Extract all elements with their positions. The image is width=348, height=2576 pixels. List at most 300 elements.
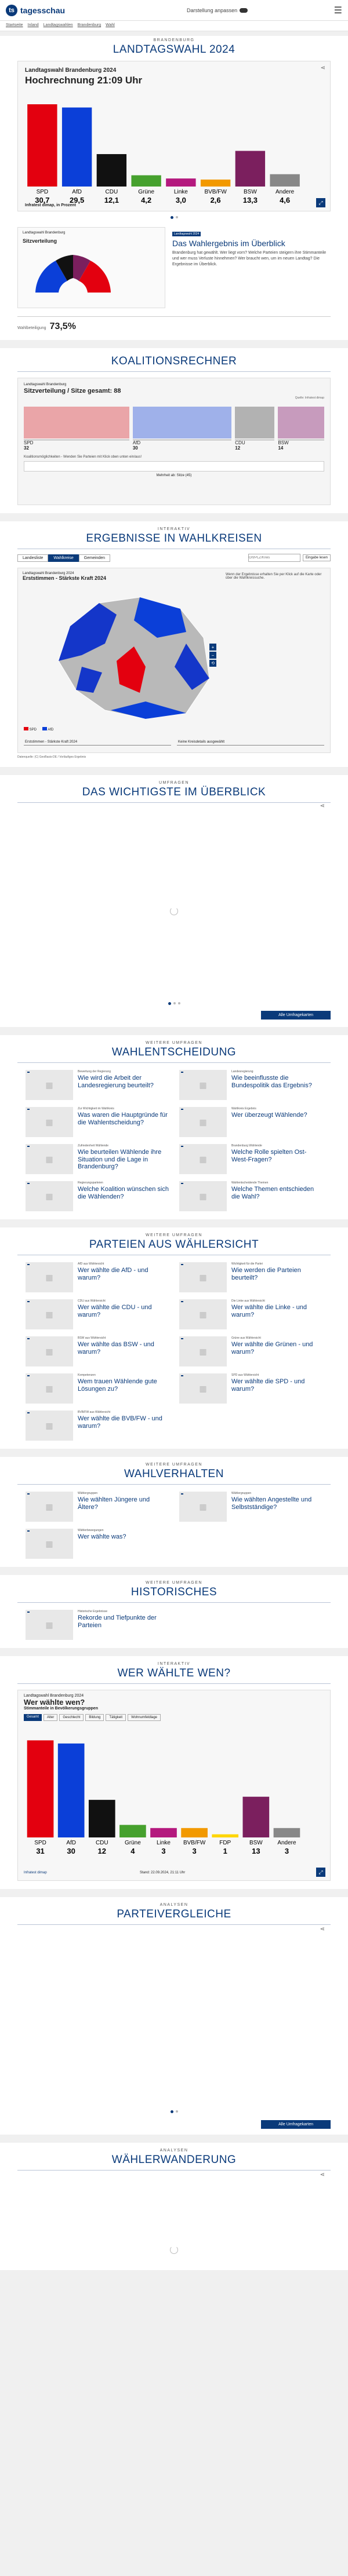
- ww-footnote: Infratest dimap: [24, 1871, 47, 1875]
- tab-wahlkreise[interactable]: Wahlkreise: [48, 554, 78, 562]
- coalition-title: KOALITIONSRECHNER: [111, 355, 237, 367]
- poll-badge: [27, 1264, 30, 1265]
- party-seats: 14: [278, 445, 284, 451]
- turnout-label: Wahlbeteiligung: [17, 326, 46, 330]
- wahlverhalten-section: [0, 1457, 348, 1567]
- teaser-item[interactable]: [179, 1299, 322, 1329]
- teaser-item[interactable]: [26, 1181, 169, 1211]
- value-label: 3: [161, 1847, 166, 1855]
- teaser-item[interactable]: [26, 1373, 169, 1404]
- teaser-grid: [26, 1070, 322, 1211]
- teaser-title[interactable]: Wie beeinflusste die Bundespolitik das Ergebnis?: [231, 1075, 312, 1089]
- bar-fdp[interactable]: [212, 1835, 238, 1837]
- party-name: SPD: [24, 440, 34, 445]
- value-label: 1: [223, 1847, 227, 1855]
- teaser-thumb: [26, 1492, 73, 1522]
- chart-placeholder-icon: ▦: [199, 1080, 207, 1090]
- bar-cdu[interactable]: [97, 154, 126, 187]
- party-seats: 30: [132, 445, 138, 451]
- chart-placeholder-icon: ▦: [199, 1501, 207, 1511]
- chart-placeholder-icon: ▦: [45, 1501, 53, 1511]
- legend-label: AfD: [48, 728, 54, 732]
- title-divider: [17, 371, 331, 372]
- districts-kicker: INTERAKTIV: [157, 527, 191, 531]
- teaser-tag: Landtagswahl 2024: [172, 232, 201, 236]
- teaser-item[interactable]: [179, 1144, 322, 1174]
- bar-linke[interactable]: [166, 178, 195, 187]
- teaser-kicker: Die Linke aus Wählersicht: [231, 1299, 265, 1303]
- chart-placeholder-icon: ▦: [199, 1154, 207, 1164]
- teaser-thumb: [179, 1070, 227, 1100]
- seats-thumb-title: Landtagswahl Brandenburg: [23, 231, 66, 235]
- chart-placeholder-icon: ▦: [199, 1117, 207, 1127]
- expand-icon[interactable]: ⤢: [316, 1868, 325, 1877]
- carousel-dots: [0, 216, 348, 219]
- teaser-thumb: [26, 1144, 73, 1174]
- category-label: CDU: [95, 1840, 108, 1846]
- poll-badge: [27, 1493, 30, 1495]
- coalition-card-title: Landtagswahl Brandenburg: [24, 383, 67, 386]
- ww-bar-chart: [25, 1734, 302, 1858]
- toggle-icon[interactable]: [240, 8, 248, 13]
- teaser-item[interactable]: [26, 1411, 169, 1441]
- tab-geschlecht[interactable]: Geschlecht: [59, 1714, 84, 1721]
- chart-placeholder-icon: ▦: [45, 1383, 53, 1393]
- category-label: Linke: [173, 189, 188, 195]
- chart-placeholder-icon: ▦: [45, 1346, 53, 1356]
- poll-badge: [181, 1146, 183, 1147]
- value-label: 13,3: [242, 196, 258, 204]
- party-seats: 12: [235, 445, 241, 451]
- teaser-kicker: Zur Wichtigkeit im Wahlkreis: [78, 1107, 114, 1110]
- poll-badge: [181, 1493, 183, 1495]
- teaser-thumb: [179, 1107, 227, 1137]
- map-select-left[interactable]: Erststimmen - Stärkste Kraft 2024: [24, 739, 171, 746]
- value-label: 29,5: [69, 196, 85, 204]
- teaser-grid: [26, 1610, 322, 1640]
- brand-logo[interactable]: [6, 5, 65, 16]
- value-label: 31: [36, 1847, 45, 1855]
- bar-afd[interactable]: [62, 108, 92, 187]
- tab-gesamt[interactable]: Gesamt: [24, 1714, 42, 1721]
- teaser-title[interactable]: Wer wählte die Grünen - und warum?: [231, 1341, 313, 1355]
- breadcrumb-item[interactable]: Startseite: [6, 23, 23, 27]
- tab-alter[interactable]: Alter: [44, 1714, 57, 1721]
- district-map-card: [17, 568, 331, 753]
- seats-teaser[interactable]: [17, 227, 331, 308]
- category-label: BVB/FW: [183, 1840, 206, 1846]
- title-divider: [17, 802, 331, 803]
- teaser-kicker: Landesregierung: [231, 1070, 253, 1073]
- hamburger-icon[interactable]: ☰: [334, 5, 342, 16]
- teaser-title[interactable]: Wer wählte die BVB/FW - und warum?: [78, 1415, 162, 1430]
- loading-spinner-icon: [170, 2246, 178, 2254]
- map-card-subtitle: Erststimmen - Stärkste Kraft 2024: [23, 575, 107, 581]
- reset-view-icon[interactable]: ⟲: [209, 660, 216, 667]
- poll-badge: [27, 1530, 30, 1532]
- ww-card-title: Landtagswahl Brandenburg 2024: [24, 1694, 84, 1698]
- teaser-title[interactable]: Welche Rolle spielten Ost-West-Fragen?: [231, 1149, 307, 1163]
- section-title: WAHLENTSCHEIDUNG: [111, 1046, 237, 1058]
- poll-badge: [27, 1612, 30, 1613]
- map-side-text: Wenn der Ergebnisse erhalten Sie per Klick auf die Karte oder über die Wahlkreissuche.: [226, 573, 322, 580]
- map-zoom-controls: [209, 644, 216, 667]
- turnout: [17, 316, 331, 332]
- all-polls-button[interactable]: Alle Umfragekarten: [261, 1011, 331, 1020]
- teaser-title[interactable]: Welche Themen entschieden die Wahl?: [231, 1186, 314, 1200]
- poll-badge: [181, 1109, 183, 1110]
- bar-andere[interactable]: [274, 1828, 300, 1837]
- category-label: Linke: [157, 1840, 171, 1846]
- section-kicker: ANALYSEN: [160, 2149, 188, 2153]
- teaser-headline[interactable]: Das Wahlergebnis im Überblick: [172, 239, 285, 248]
- section-kicker: WEITERE UMFRAGEN: [146, 1581, 202, 1585]
- breadcrumb-item[interactable]: Wahl: [106, 23, 115, 27]
- teaser-item[interactable]: [179, 1336, 322, 1366]
- teaser-item[interactable]: [26, 1299, 169, 1329]
- teaser-thumb: [26, 1411, 73, 1441]
- section-title: HISTORISCHES: [130, 1586, 217, 1598]
- teaser-title[interactable]: Wie beurteilen Wählende ihre Situation und die Lage in Brandenburg?: [78, 1149, 162, 1171]
- overview-kicker: UMFRAGEN: [158, 781, 190, 785]
- coalition-card: [17, 378, 331, 505]
- teaser-thumb: [26, 1373, 73, 1404]
- teaser-kicker: BVB/FW aus Wählersicht: [78, 1411, 111, 1414]
- teaser-kicker: Historische Ergebnisse: [78, 1610, 108, 1613]
- display-toggle[interactable]: [187, 8, 248, 13]
- chart-placeholder-icon: ▦: [45, 1309, 53, 1319]
- seats-thumb-subtitle: Sitzverteilung: [23, 238, 57, 244]
- teaser-thumb: [179, 1262, 227, 1292]
- value-label: 4,6: [280, 196, 291, 204]
- category-label: AfD: [66, 1840, 77, 1846]
- teaser-item[interactable]: [179, 1181, 322, 1211]
- overview-title: DAS WICHTIGSTE IM ÜBERBLICK: [82, 786, 266, 798]
- coalition-bar: [24, 461, 324, 472]
- poll-badge: [27, 1375, 30, 1376]
- teaser-thumb: [26, 1529, 73, 1559]
- teaser-thumb: [179, 1336, 227, 1366]
- bar-andere[interactable]: [270, 174, 299, 187]
- seat-bar-spd[interactable]: [24, 407, 129, 439]
- value-label: 3: [284, 1847, 289, 1855]
- poll-badge: [27, 1109, 30, 1110]
- teaser-title[interactable]: Wer wählte die Linke - und warum?: [231, 1304, 307, 1318]
- poll-badge: [181, 1183, 183, 1184]
- category-label: AfD: [72, 189, 82, 195]
- teaser-title[interactable]: Wem trauen Wählende gute Lösungen zu?: [78, 1378, 157, 1393]
- hero-section: [0, 36, 348, 340]
- teaser-item[interactable]: [26, 1610, 169, 1640]
- seat-bar-cdu[interactable]: [235, 407, 274, 439]
- hero-chart-card: [17, 61, 331, 211]
- category-label: BVB/FW: [204, 189, 227, 195]
- poll-badge: [27, 1412, 30, 1413]
- seat-bar-afd[interactable]: [133, 407, 231, 439]
- bar-cdu[interactable]: [89, 1800, 115, 1837]
- teaser-kicker: Wählergruppen: [231, 1492, 252, 1495]
- teaser-thumb: [26, 1262, 73, 1292]
- poll-badge: [27, 1183, 30, 1184]
- expand-icon[interactable]: ⤢: [316, 198, 325, 207]
- tab-wohnumfeldlage[interactable]: Wohnumfeldlage: [128, 1714, 161, 1721]
- bar-afd[interactable]: [58, 1744, 85, 1837]
- title-divider: [17, 1683, 331, 1684]
- section-title: PARTEIVERGLEICHE: [117, 1908, 231, 1920]
- poll-badge: [27, 1338, 30, 1339]
- brand-name: tagesschau: [20, 5, 66, 15]
- bar-spd[interactable]: [27, 1740, 54, 1837]
- teaser-kicker: Kompetenzen: [78, 1373, 96, 1377]
- title-divider: [17, 1062, 331, 1063]
- section-kicker: WEITERE UMFRAGEN: [146, 1041, 202, 1045]
- teaser-thumb: [26, 1070, 73, 1100]
- teaser-item[interactable]: [179, 1373, 322, 1404]
- coalition-section: [0, 348, 348, 513]
- party-name: CDU: [235, 440, 245, 445]
- teaser-thumb: [26, 1107, 73, 1137]
- breadcrumb-item[interactable]: Brandenburg: [77, 23, 102, 27]
- carousel-dot[interactable]: [168, 1002, 171, 1005]
- wahlentscheidung-section: [0, 1035, 348, 1219]
- teaser-item[interactable]: [179, 1107, 322, 1137]
- title-divider: [17, 1602, 331, 1603]
- districts-section: [0, 521, 348, 767]
- teaser-kicker: Bewertung der Regierung: [78, 1070, 111, 1073]
- teaser-item[interactable]: [26, 1070, 169, 1100]
- teaser-item[interactable]: [26, 1262, 169, 1292]
- tab-bildung[interactable]: Bildung: [85, 1714, 104, 1721]
- carousel-dot[interactable]: [176, 216, 178, 218]
- category-label: SPD: [36, 189, 49, 195]
- chart-placeholder-icon: ▦: [45, 1117, 53, 1127]
- teaser-title[interactable]: Wie wird die Arbeit der Landesregierung beurteilt?: [78, 1075, 154, 1089]
- map-footer: Datenquelle: (C) GeoBasis-DE / Vorläufiges Ergebnis: [17, 755, 86, 759]
- teaser-kicker: Wahlentscheidende Themen: [231, 1181, 269, 1185]
- poll-badge: [27, 1301, 30, 1302]
- teaser-thumb: [26, 1610, 73, 1640]
- ww-card-subtitle: Wer wählte wen?: [24, 1698, 85, 1707]
- tab-gemeinden[interactable]: Gemeinden: [79, 554, 110, 562]
- carousel-dot[interactable]: [171, 2110, 173, 2113]
- party-name: AfD: [132, 440, 141, 445]
- teaser-thumb: [179, 1492, 227, 1522]
- zoom-out-icon[interactable]: −: [209, 652, 216, 659]
- poll-badge: [181, 1375, 183, 1376]
- value-label: 12,1: [104, 196, 119, 204]
- section-kicker: WEITERE UMFRAGEN: [146, 1463, 202, 1467]
- breadcrumb-item[interactable]: Landtagswahlen: [43, 23, 73, 27]
- map-legend: [24, 727, 53, 732]
- search-button[interactable]: Eingabe lesen: [303, 554, 331, 561]
- coalition-source: Quelle: Infratest dimap: [295, 396, 324, 400]
- teaser-item[interactable]: [26, 1107, 169, 1137]
- section-kicker: ANALYSEN: [160, 1903, 188, 1907]
- chart-placeholder-icon: ▦: [199, 1383, 207, 1393]
- teaser-title[interactable]: Wie wählten Angestellte und Selbstständige?: [231, 1496, 312, 1511]
- value-label: 30,7: [35, 196, 50, 204]
- chart-placeholder-icon: ▦: [199, 1346, 207, 1356]
- teaser-kicker: Wählergruppen: [78, 1492, 98, 1495]
- coalition-card-subtitle: Sitzverteilung / Sitze gesamt: 88: [24, 388, 121, 394]
- teaser-item[interactable]: [26, 1529, 169, 1559]
- value-label: 4: [130, 1847, 135, 1855]
- carousel-dot[interactable]: [171, 216, 173, 219]
- teaser-title[interactable]: Wer wählte die CDU - und warum?: [78, 1304, 152, 1318]
- teaser-kicker: Regierungsparteien: [78, 1181, 103, 1185]
- display-toggle-label: Darstellung anpassen: [187, 7, 238, 13]
- carousel-dot[interactable]: [178, 1002, 180, 1004]
- teaser-title[interactable]: Wer wählte was?: [78, 1533, 126, 1540]
- value-label: 13: [252, 1847, 260, 1855]
- bar-bvbfw[interactable]: [181, 1828, 208, 1837]
- bar-grne[interactable]: [131, 176, 161, 187]
- teaser-item[interactable]: [179, 1492, 322, 1522]
- share-icon[interactable]: ⋖: [320, 2172, 325, 2178]
- category-label: Andere: [277, 1840, 296, 1846]
- category-label: CDU: [105, 189, 118, 195]
- breadcrumb: [0, 21, 348, 31]
- value-label: 2,6: [210, 196, 221, 204]
- teaser-item[interactable]: [26, 1492, 169, 1522]
- tagesschau-logo-icon: ts: [6, 5, 17, 16]
- werwaehlte-section: [0, 1656, 348, 1889]
- title-divider: [17, 2170, 331, 2171]
- teaser-thumb: [179, 1181, 227, 1211]
- legend-label: SPD: [29, 728, 37, 732]
- parteivergleiche-section: [0, 1897, 348, 2135]
- chart-placeholder-icon: ▦: [199, 1272, 207, 1282]
- value-label: 12: [97, 1847, 107, 1855]
- hero-kicker: BRANDENBURG: [153, 38, 195, 42]
- teaser-thumb: [179, 1144, 227, 1174]
- party-seats: 32: [24, 445, 29, 451]
- chart-placeholder-icon: ▦: [45, 1191, 53, 1201]
- loading-spinner-icon: [170, 907, 178, 915]
- teaser-grid: [26, 1262, 322, 1441]
- seat-bars: [24, 407, 324, 439]
- share-icon[interactable]: ⋖: [320, 1926, 325, 1932]
- teaser-title[interactable]: Wer wählte die SPD - und warum?: [231, 1378, 305, 1393]
- chart-placeholder-icon: ▦: [45, 1080, 53, 1090]
- chart-placeholder-icon: ▦: [45, 1620, 53, 1629]
- breadcrumb-item[interactable]: Inland: [27, 23, 39, 27]
- poll-badge: [181, 1264, 183, 1265]
- overview-section: [0, 775, 348, 1027]
- district-search-input[interactable]: [248, 554, 300, 562]
- ww-card-subtitle2: Stimmanteile in Bevölkerungsgruppen: [24, 1707, 98, 1711]
- teaser-kicker: CDU aus Wählersicht: [78, 1299, 106, 1303]
- teaser-title[interactable]: Wer überzeugt Wählende?: [231, 1112, 307, 1119]
- district-controls: [17, 554, 331, 562]
- teaser-item[interactable]: [26, 1336, 169, 1366]
- tab-taetigkeit[interactable]: Tätigkeit: [106, 1714, 126, 1721]
- section-title: WAHLVERHALTEN: [124, 1468, 224, 1480]
- teaser-title[interactable]: Wer wählte das BSW - und warum?: [78, 1341, 154, 1355]
- seats-thumb: [17, 227, 165, 308]
- chart-placeholder-icon: ▦: [199, 1309, 207, 1319]
- teaser-thumb: [26, 1181, 73, 1211]
- brandenburg-map[interactable]: [47, 591, 221, 725]
- party-name: BSW: [278, 440, 289, 445]
- bar-linke[interactable]: [150, 1828, 177, 1837]
- chart-placeholder-icon: ▦: [45, 1272, 53, 1282]
- teaser-item[interactable]: [26, 1144, 169, 1174]
- turnout-value: 73,5%: [49, 321, 76, 331]
- poll-badge: [27, 1146, 30, 1147]
- teaser-title[interactable]: Wie wählten Jüngere und Ältere?: [78, 1496, 150, 1511]
- teaser-title[interactable]: Wer wählte die AfD - und warum?: [78, 1267, 148, 1281]
- teaser-title[interactable]: Wie werden die Parteien beurteilt?: [231, 1267, 301, 1281]
- section-title: PARTEIEN AUS WÄHLERSICHT: [89, 1238, 259, 1251]
- teaser-thumb: [26, 1299, 73, 1329]
- map-select-right[interactable]: Keine Kreisdetails ausgewählt: [177, 739, 324, 746]
- share-icon[interactable]: ⋖: [320, 803, 325, 809]
- poll-badge: [181, 1072, 183, 1073]
- carousel-dot[interactable]: [176, 2110, 178, 2113]
- chart-placeholder-icon: ▦: [199, 1191, 207, 1201]
- value-label: 3: [192, 1847, 197, 1855]
- seat-bar-bsw[interactable]: [278, 407, 324, 439]
- teaser-kicker: SPD aus Wählersicht: [231, 1373, 259, 1377]
- zoom-in-icon[interactable]: +: [209, 644, 216, 651]
- teaser-kicker: Wahlkreis Ergebnis: [231, 1107, 256, 1110]
- teaser-thumb: [26, 1336, 73, 1366]
- share-icon[interactable]: ⋖: [320, 65, 325, 71]
- teaser-title[interactable]: Was waren die Hauptgründe für die Wahlentscheidung?: [78, 1112, 168, 1126]
- teaser-kicker: Wählerbewegungen: [78, 1529, 104, 1532]
- poll-badge: [181, 1338, 183, 1339]
- category-label: Andere: [276, 189, 295, 195]
- teaser-title[interactable]: Rekorde und Tiefpunkte der Parteien: [78, 1614, 157, 1629]
- historisches-section: [0, 1575, 348, 1648]
- section-kicker: WEITERE UMFRAGEN: [146, 1233, 202, 1237]
- teaser-item[interactable]: [179, 1262, 322, 1292]
- teaser-grid: [26, 1492, 322, 1559]
- majority-label: Mehrheit ab: Sitze (45): [156, 474, 192, 477]
- bar-bsw[interactable]: [242, 1797, 269, 1837]
- category-label: Grüne: [138, 189, 155, 195]
- waehlerwanderung-section: [0, 2143, 348, 2270]
- value-label: 30: [67, 1847, 75, 1855]
- chart-placeholder-icon: ▦: [45, 1154, 53, 1164]
- hero-bar-chart: [25, 97, 302, 207]
- teaser-kicker: Brandenburg Wählende: [231, 1144, 262, 1148]
- bar-spd[interactable]: [27, 104, 57, 187]
- carousel-dot[interactable]: [173, 1002, 176, 1004]
- districts-title: ERGEBNISSE IN WAHLKREISEN: [86, 532, 262, 545]
- section-title: WER WÄHLTE WEN?: [117, 1667, 231, 1679]
- teaser-kicker: Wichtigkeit für die Partei: [231, 1262, 263, 1266]
- poll-badge: [181, 1301, 183, 1302]
- teaser-item[interactable]: [179, 1070, 322, 1100]
- category-label: BSW: [243, 189, 257, 195]
- value-label: 4,2: [141, 196, 152, 204]
- map-card-title: Landtagswahl Brandenburg 2024: [23, 572, 74, 575]
- bar-grne[interactable]: [119, 1825, 146, 1837]
- teaser-desc: Brandenburg hat gewählt. Wer liegt vorn? Welche Parteien steigern ihre Stimmanteile und wer muss Verluste hinnehmen? Wer braucht wen, um im neuen Landtag? Die Ergebnisse im Überblick.: [172, 251, 327, 266]
- teaser-title[interactable]: Welche Koalition wünschen sich die Wählenden?: [78, 1186, 169, 1200]
- section-title: WÄHLERWANDERUNG: [111, 2154, 237, 2166]
- all-polls-button[interactable]: Alle Umfragekarten: [261, 2120, 331, 2129]
- tab-landesliste[interactable]: Landesliste: [17, 554, 48, 562]
- hero-chart-footnote: Infratest dimap, in Prozent: [25, 203, 76, 207]
- category-label: FDP: [219, 1840, 231, 1846]
- carousel-dots: [0, 1002, 348, 1005]
- map-selects: [24, 739, 324, 746]
- bar-bsw[interactable]: [235, 151, 265, 187]
- bar-bvbfw[interactable]: [201, 180, 230, 187]
